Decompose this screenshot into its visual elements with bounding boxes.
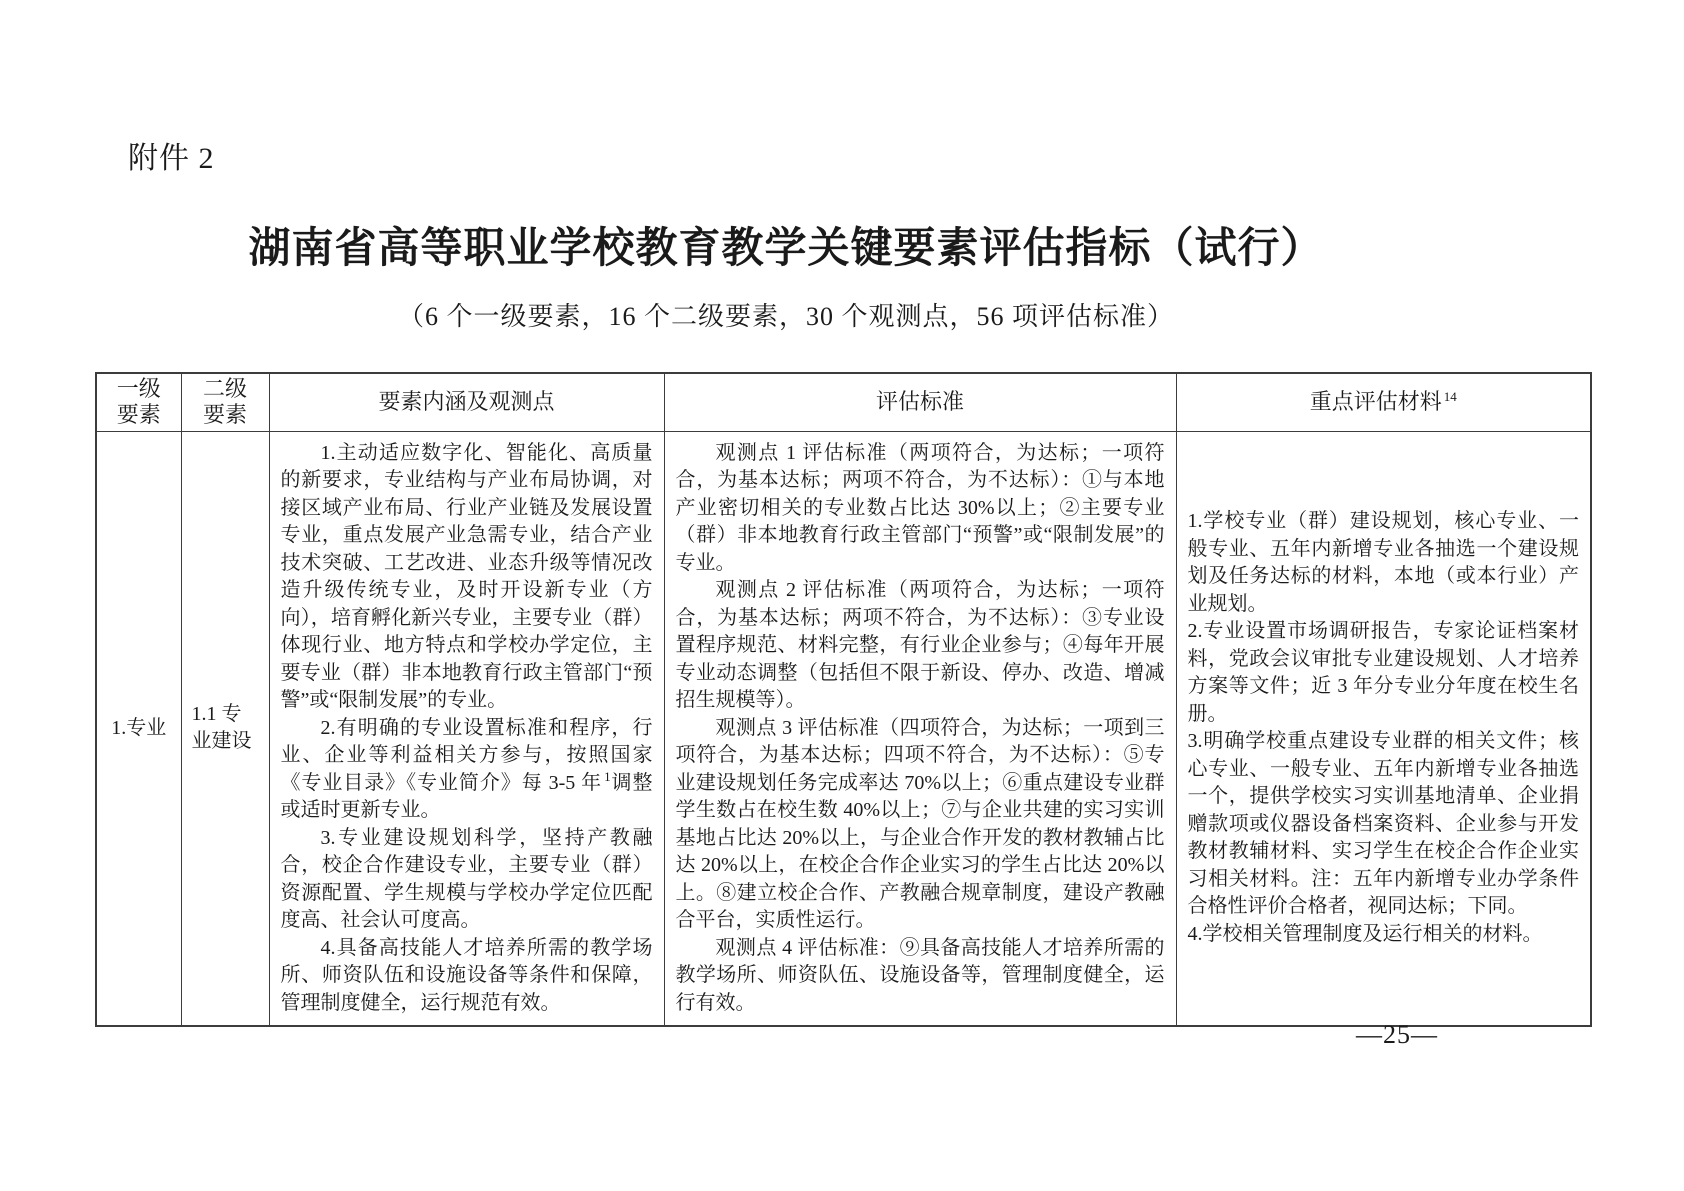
cell-standards <box>664 431 1176 1026</box>
header-materials <box>1176 373 1591 431</box>
connotation-paragraph-1: 1.主动适应数字化、智能化、高质量的新要求，专业结构与产业布局协调，对接区域产业布局、行业产业链及发展设置专业，重点发展产业急需专业，结合产业技术突破、工艺改进、业态升级等情况改造升级传统专业，及时开设新专业（方向），培育孵化新兴专业，主要专业（群）体现行业、地方特点和学校办学定位，主要专业（群）非本地教育行政主管部门“预警”或“限制发展”的专业。 <box>280 441 653 711</box>
connotation-paragraph-3: 3.专业建设规划科学，坚持产教融合，校企合作建设专业，主要专业（群）资源配置、学生规模与学校办学定位匹配度高、社会认可度高。 <box>280 826 653 931</box>
materials-paragraph-1: 1.学校专业（群）建设规划，核心专业、一般专业、五年内新增专业各抽选一个建设规划及任务达标的材料，本地（或本行业）产业规划。 <box>1187 510 1579 615</box>
document-subtitle: （6 个一级要素，16 个二级要素，30 个观测点，56 项评估标准） <box>397 302 1174 331</box>
materials-paragraph-2: 2.专业设置市场调研报告，专家论证档案材料，党政会议审批专业建设规划、人才培养方案等文件；近 3 年分专业分年度在校生名册。 <box>1187 620 1579 725</box>
heading-block <box>0 224 1572 333</box>
connotation-p2-text-a: 2.有明确的专业设置标准和程序，行业、企业等利益相关方参与，按照国家《专业目录》《专业简介》每 3-5 年 <box>280 716 653 794</box>
header-connotation: 要素内涵及观测点 <box>269 373 664 431</box>
header-level2-line1: 二级 <box>202 376 247 402</box>
header-level1-line1: 一级 <box>116 376 161 402</box>
page-number: —25— <box>1356 1020 1438 1049</box>
connotation-paragraph-4: 4.具备高技能人才培养所需的教学场所、师资队伍和设施设备等条件和保障，管理制度健全，运行规范有效。 <box>280 936 653 1014</box>
header-materials-label: 重点评估材料 <box>1309 389 1442 415</box>
table-header-row <box>96 373 1591 431</box>
header-level2-factor <box>181 373 269 431</box>
standards-paragraph-3: 观测点 3 评估标准（四项符合，为达标；一项到三项符合，为基本达标；四项不符合，为不达标）：⑤专业建设规划任务完成率达 70%以上；⑥重点建设专业群学生数占在校生数 40%以上；⑦与企业共建的实习实训基地占比达 20%以上，与企业合作开发的教材教辅占比达 20%以上，在校企合作企业实习的学生占比达 20%以上。⑧建立校企合作、产教融合规章制度，建设产教融合平台，实质性运行。 <box>675 716 1165 931</box>
materials-paragraph-4: 4.学校相关管理制度及运行相关的材料。 <box>1187 922 1543 945</box>
standards-paragraph-4: 观测点 4 评估标准：⑨具备高技能人才培养所需的教学场所、师资队伍、设施设备等，管理制度健全，运行有效。 <box>675 936 1165 1014</box>
header-level2-line2: 要素 <box>202 402 247 428</box>
attachment-label: 附件 2 <box>128 142 215 175</box>
table-row-major <box>96 431 1591 1026</box>
header-level1-line2: 要素 <box>116 402 161 428</box>
footnote-ref-14: 14 <box>1443 388 1457 404</box>
header-standards: 评估标准 <box>664 373 1176 431</box>
cell-level1-factor: 1.专业 <box>96 431 181 1026</box>
connotation-paragraph-2 <box>281 715 653 825</box>
cell-level2-factor: 1.1 专业建设 <box>181 431 269 1026</box>
document-title: 湖南省高等职业学校教育教学关键要素评估指标（试行） <box>248 226 1324 272</box>
evaluation-indicator-table <box>95 372 1592 1027</box>
connotation-p2-text-b: 调整或适时更新专业。 <box>280 771 653 821</box>
standards-paragraph-1: 观测点 1 评估标准（两项符合，为达标；一项符合，为基本达标；两项不符合，为不达标）：①与本地产业密切相关的专业数占比达 30%以上；②主要专业（群）非本地教育行政主管部门“预警”或“限制发展”的专业。 <box>675 441 1165 574</box>
cell-materials <box>1176 431 1591 1026</box>
cell-connotation <box>269 431 664 1026</box>
footnote-ref-1: 1 <box>604 768 611 784</box>
materials-paragraph-3: 3.明确学校重点建设专业群的相关文件；核心专业、一般专业、五年内新增专业各抽选一个，提供学校实习实训基地清单、企业捐赠款项或仪器设备档案资料、企业参与开发教材教辅材料、实习学生在校企合作企业实习相关材料。注：五年内新增专业办学条件合格性评价合格者，视同达标；下同。 <box>1187 730 1579 918</box>
header-level1-factor <box>96 373 181 431</box>
standards-paragraph-2: 观测点 2 评估标准（两项符合，为达标；一项符合，为基本达标；两项不符合，为不达标）：③专业设置程序规范、材料完整，有行业企业参与；④每年开展专业动态调整（包括但不限于新设、停办、改造、增减招生规模等）。 <box>675 579 1165 711</box>
